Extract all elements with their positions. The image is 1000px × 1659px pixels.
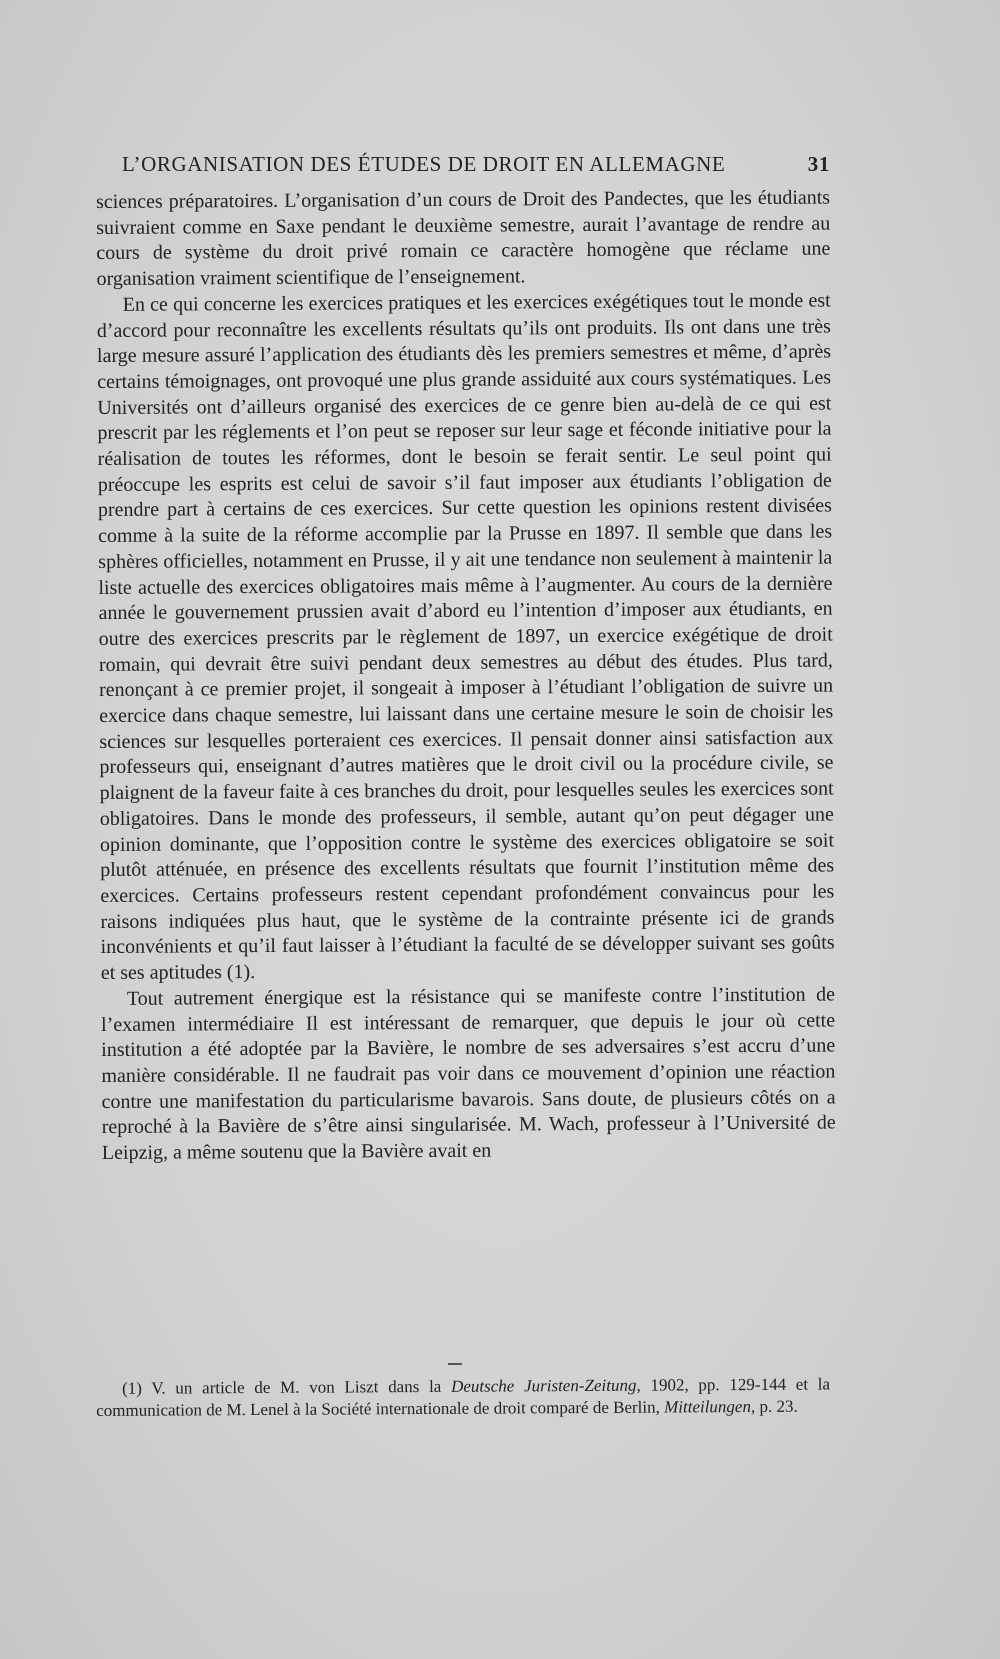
body-text bbox=[96, 186, 836, 1167]
footnote bbox=[96, 1374, 830, 1422]
running-head bbox=[122, 148, 830, 180]
paragraph-3: Tout autrement énergique est la résistance qui se manifeste contre l’institution de l’examen intermédiaire Il est intéressant de remarquer, que depuis le jour où cette institution a été adoptée par la Bavière, le nombre de ses adversaires s’est accru d’une manière considérable. Il ne faudrait pas voir dans ce mouvement d’opinion une réaction contre une manifestation du particularisme bavarois. Sans doute, de plusieurs côtés on a reproché à la Bavière de s’être ainsi singularisée. M. Wach, professeur à l’Université de Leipzig, a même soutenu que la Bavière avait en bbox=[101, 983, 836, 1164]
chapter-title: L’ORGANISATION DES ÉTUDES DE DROIT EN ALLEMAGNE bbox=[122, 152, 726, 176]
footnote-part-3: p. 23. bbox=[755, 1396, 798, 1416]
paragraph-2: En ce qui concerne les exercices pratiques et les exercices exégétiques tout le monde est d’accord pour reconnaître les excellents résultats qu’ils ont produits. Ils ont dans une très large mesure assuré l’application des étudiants dès les premiers semestres et même, d’après certains témoignages, ont provoqué une plus grande assiduité aux cours systématiques. Les Universités ont d’ailleurs organisé des exercices de ce genre bien au-delà de ce qui est prescrit par les réglements et l’on peut se reposer sur leur sage et féconde initiative pour la réalisation de toutes les réformes, dont le besoin se ferait sentir. Le seul point qui préoccupe les esprits est celui de savoir s’il faut imposer aux étudiants l’obligation de prendre part à certains de ces exercices. Sur cette question les opinions restent divisées comme à la suite de la réforme accomplie par la Prusse en 1897. Il semble que dans les sphères officielles, notamment en Prusse, il y ait une tendance non seulement à maintenir la liste actuelle des exercices obligatoires mais même à l’augmenter. Au cours de la dernière année le gouvernement prussien avait d’abord eu l’intention d’imposer aux étudiants, en outre des exercices prescrits par le règlement de 1897, un exercice exégétique de droit romain, qui devrait être suivi pendant deux semestres au début des études. Plus tard, renonçant à ce premier projet, il songeait à imposer à l’étudiant l’obligation de suivre un exercice dans chaque semestre, lui laissant dans une certaine mesure le soin de choisir les sciences sur lesquelles porteraient ces exercices. Il pensait donner ainsi satisfaction aux professeurs qui, enseignant d’autres matières que le droit civil ou la procédure civile, se plaignent de la faveur faite à ces branches du droit, pour lesquelles seules les exercices sont obligatoires. Dans le monde des professeurs, il semble, autant qu’on peut dégager une opinion dominante, que l’opposition contre le système des exercices obligatoire se soit plutôt atténuée, en présence des excellents résultats que fournit l’institution même des exercices. Certains professeurs restent cependant profondément convaincus pour les raisons indiquées plus haut, que le système de la contrainte présente ici de grands inconvénients et qu’il faut laisser à l’étudiant la faculté de se développer suivant ses goûts et ses aptitudes (1). bbox=[96, 289, 835, 985]
footnote-part-2: 1902, pp. 129-144 et la communication de M. Lenel à la Société internationale de droit comparé de Berlin, bbox=[96, 1374, 831, 1420]
page-number: 31 bbox=[807, 152, 830, 176]
paragraph-1: sciences préparatoires. L’organisation d’un cours de Droit des Pandectes, que les étudiants suivraient comme en Saxe pendant le deuxième semestre, aurait l’avantage de rendre au cours de système du droit privé romain ce caractère homogène que réclame une organisation vraiment scientifique de l’enseignement. bbox=[96, 186, 831, 291]
footnote-separator bbox=[448, 1363, 462, 1365]
footnote-part-1: (1) V. un article de M. von Liszt dans la bbox=[122, 1376, 452, 1398]
footnote-journal: Deutsche Juristen-Zeitung, bbox=[450, 1375, 641, 1396]
footnote-text bbox=[96, 1374, 830, 1422]
footnote-publication: Mitteilungen, bbox=[664, 1396, 756, 1417]
